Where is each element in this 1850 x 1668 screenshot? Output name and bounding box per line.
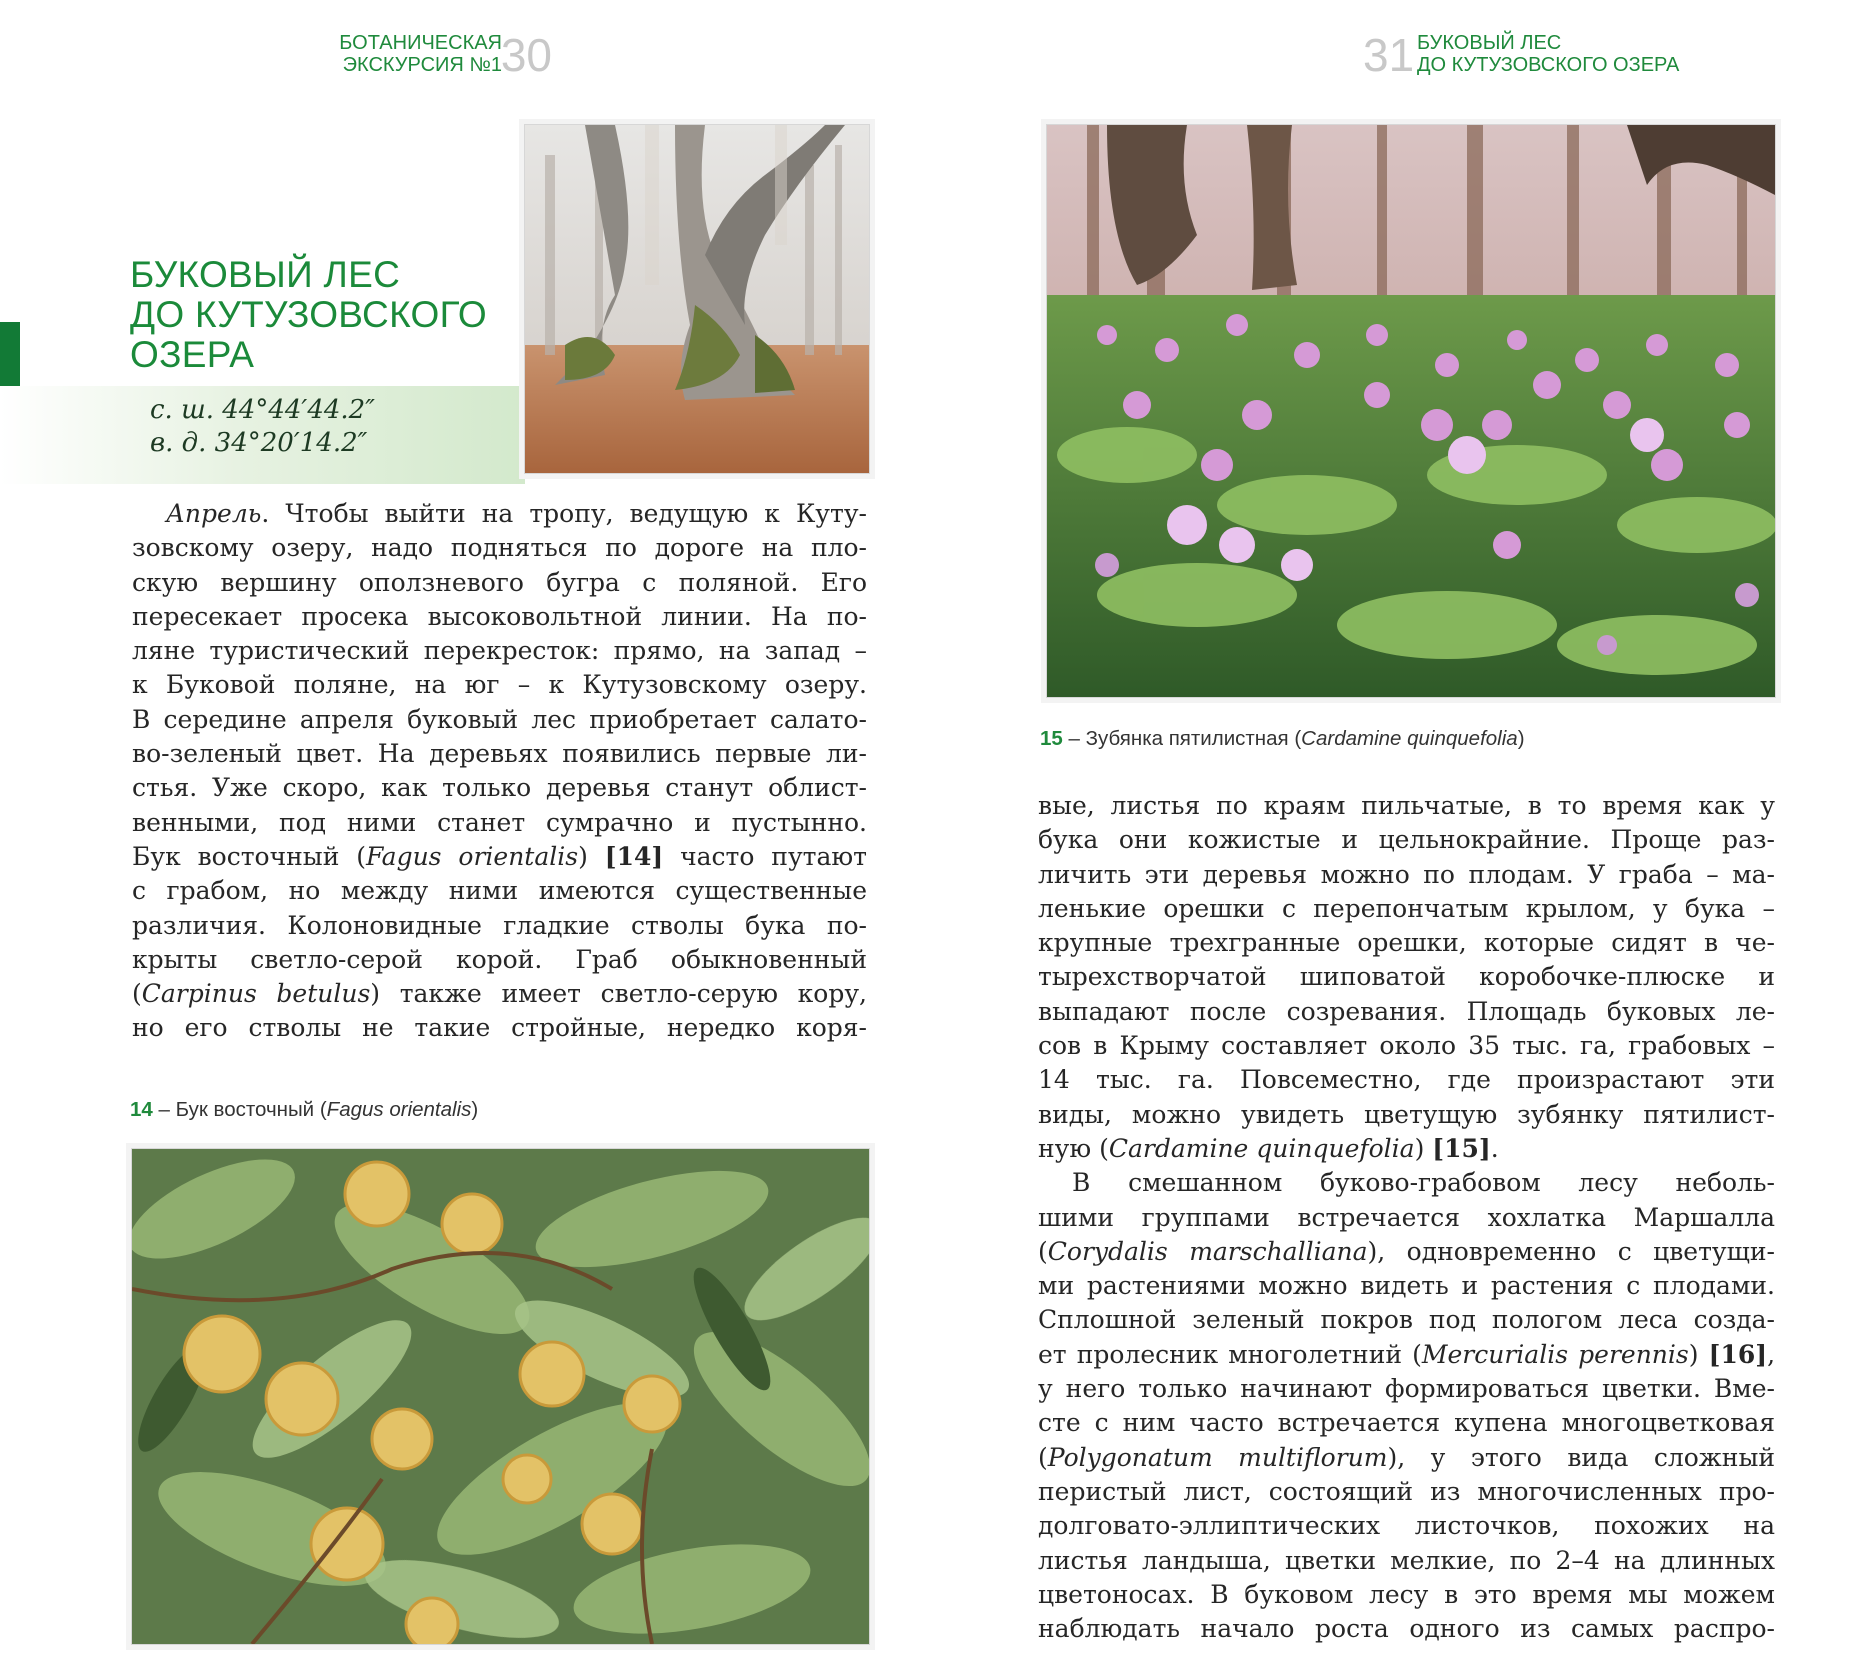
text-line: (Corydalis marschalliana), одновременно с цветущи- — [1038, 1236, 1775, 1266]
text-line: ляне туристический перекресток: прямо, на запад – — [132, 636, 867, 666]
beech-trunk-photo — [524, 124, 870, 474]
text-line: крупные трехгранные орешки, которые сидят в че- — [1038, 928, 1775, 958]
text-line: к Буковой поляне, на юг – к Кутузовскому озеру. — [132, 670, 867, 700]
text-line: сте с ним часто встречается купена многоцветковая — [1038, 1408, 1775, 1438]
figure-number: 14 — [130, 1098, 153, 1121]
text-line: цветоносах. В буковом лесу в это время мы можем — [1038, 1579, 1775, 1609]
caption-latin: Fagus orientalis — [326, 1098, 472, 1121]
text-line: виды, можно увидеть цветущую зубянку пятилист- — [1038, 1099, 1775, 1129]
caption-close: ) — [1517, 727, 1525, 750]
title-line-2: ДО КУТУЗОВСКОГО — [130, 294, 487, 335]
title-line-1: БУКОВЫЙ ЛЕС — [130, 254, 401, 295]
right-running-header — [1353, 30, 1683, 80]
section-title — [130, 255, 530, 375]
text-line: личить эти деревья можно по плодам. У граба – ма- — [1038, 859, 1775, 889]
text-line: листья ландыша, цветки мелкие, по 2–4 на длинных — [1038, 1545, 1775, 1575]
caption-close: ) — [471, 1098, 479, 1121]
caption-text: – Бук восточный ( — [158, 1098, 327, 1121]
text-line: ную (Cardamine quinquefolia) [15]. — [1038, 1133, 1499, 1163]
text-line: Апрель. Чтобы выйти на тропу, ведущую к Куту- — [166, 499, 867, 528]
figure-15-caption — [1040, 727, 1525, 751]
figure-14-caption — [130, 1098, 478, 1122]
text-line: пересекает просека высоковольтной линии. На по- — [132, 601, 867, 631]
text-line: у него только начинают формироваться цветки. Вме- — [1038, 1374, 1775, 1404]
text-line: ленькие орешки с перепончатым крылом, у бука – — [1038, 893, 1775, 923]
text-line: перистый лист, состоящий из многочисленных про- — [1038, 1476, 1775, 1506]
left-running-header — [340, 30, 562, 80]
caption-text: – Зубянка пятилистная ( — [1068, 727, 1302, 750]
text-line: долговато-эллиптических листочков, похожих на — [1038, 1511, 1775, 1541]
text-line: зовскому озеру, надо подняться по дороге на пло- — [132, 533, 867, 563]
text-line: венными, под ними станет сумрачно и пустынно. — [132, 807, 867, 837]
text-line: скую вершину оползневого бугра с поляной. Его — [132, 567, 867, 597]
text-line: стья. Уже скоро, как только деревья станут облист- — [132, 773, 867, 803]
text-line: Сплошной зеленый покров под пологом леса созда- — [1038, 1305, 1775, 1335]
left-header-line1: БОТАНИЧЕСКАЯ — [339, 32, 502, 54]
text-line: вые, листья по краям пильчатые, в то время как у — [1038, 791, 1775, 820]
left-body-text — [132, 497, 867, 1046]
text-line: бука они кожистые и цельнокрайние. Проще раз- — [1038, 825, 1775, 855]
text-line: (Polygonatum multiflorum), у этого вида сложный — [1038, 1442, 1776, 1472]
coordinates — [150, 394, 375, 460]
right-header-line2: ДО КУТУЗОВСКОГО ОЗЕРА — [1417, 54, 1680, 76]
text-line: 14 тыс. га. Повсеместно, где произрастают эти — [1038, 1065, 1775, 1095]
longitude: в. д. 34°20′14.2″ — [150, 428, 368, 458]
left-page-number: 30 — [500, 29, 552, 81]
right-body-text — [1038, 789, 1775, 1646]
text-line: наблюдать начало роста одного из самых распро- — [1038, 1614, 1775, 1644]
latitude: с. ш. 44°44′44.2″ — [150, 395, 375, 425]
figure-number: 15 — [1040, 727, 1063, 750]
text-line: различия. Колоновидные гладкие стволы бука по- — [132, 910, 867, 940]
text-line: тырехстворчатой шиповатой коробочке-плюске и — [1038, 962, 1775, 992]
cardamine-meadow-photo — [1046, 124, 1776, 698]
text-line: шими группами встречается хохлатка Маршалла — [1038, 1202, 1775, 1232]
text-line: Бук восточный (Fagus orientalis) [14] часто путают — [132, 841, 867, 871]
right-header-line1: БУКОВЫЙ ЛЕС — [1417, 32, 1562, 54]
right-page-number: 31 — [1363, 29, 1415, 81]
text-line: ми растениями можно видеть и растения с плодами. — [1038, 1271, 1775, 1301]
beech-husks-photo — [131, 1148, 870, 1645]
text-line: ет пролесник многолетний (Mercurialis perennis) [16], — [1038, 1339, 1776, 1369]
title-line-3: ОЗЕРА — [130, 334, 255, 375]
text-line: во-зеленый цвет. На деревьях появились первые ли- — [132, 739, 867, 769]
text-line: выпадают после созревания. Площадь буковых ле- — [1038, 996, 1775, 1026]
text-line: но его стволы не такие стройные, нередко коря- — [132, 1013, 867, 1043]
text-line: (Carpinus betulus) также имеет светло-серую кору, — [132, 979, 867, 1009]
text-line: сов в Крыму составляет около 35 тыс. га, грабовых – — [1038, 1031, 1775, 1061]
text-line: В середине апреля буковый лес приобретает салато- — [132, 704, 867, 734]
text-line: крыты светло-серой корой. Граб обыкновенный — [132, 944, 867, 974]
text-line: В смешанном буково-грабовом лесу неболь- — [1072, 1168, 1775, 1198]
caption-latin: Cardamine quinquefolia — [1301, 727, 1518, 750]
text-line: с грабом, но между ними имеются существенные — [132, 876, 867, 906]
left-header-line2: ЭКСКУРСИЯ №1 — [342, 54, 502, 76]
